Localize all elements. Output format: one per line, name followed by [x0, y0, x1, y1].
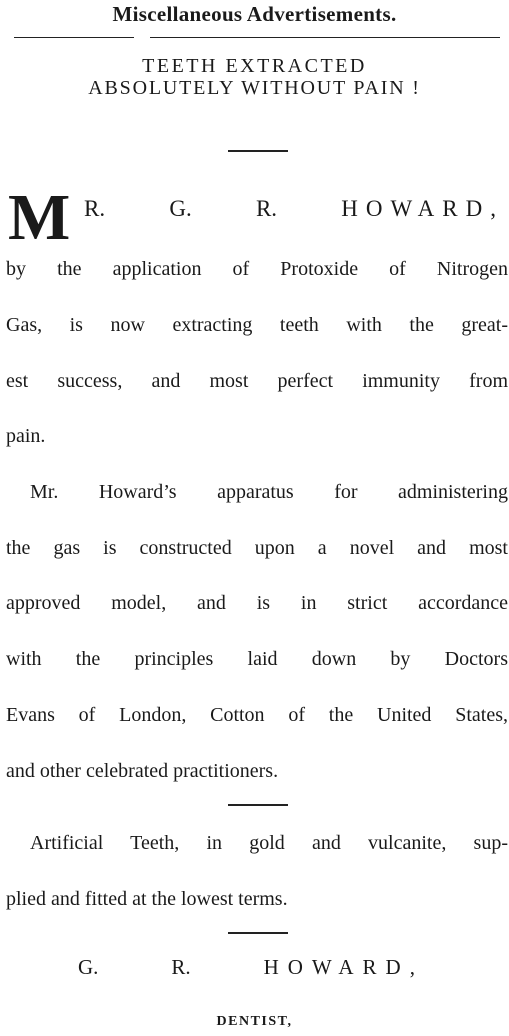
- paragraph1-line: by the application of Protoxide of Nitrogen: [6, 258, 508, 280]
- name-word-4: HOWARD,: [341, 196, 504, 221]
- headline-line-1: TEETH EXTRACTED: [142, 55, 367, 77]
- dentist-title: DENTIST,: [216, 1014, 293, 1029]
- headline-line-2: ABSOLUTELY WITHOUT PAIN !: [88, 77, 421, 99]
- divider-rule-2: [228, 804, 288, 806]
- signature-word-2: R.: [171, 955, 191, 979]
- paragraph3-line: Artificial Teeth, in gold and vulcanite, sup-: [30, 832, 508, 854]
- paragraph1-line: Gas, is now extracting teeth with the great-: [6, 314, 508, 336]
- section-header: Miscellaneous Advertisements.: [112, 2, 397, 26]
- paragraph2-line: Evans of London, Cotton of the United States,: [6, 704, 508, 726]
- dropcap-letter: M: [8, 181, 71, 254]
- paragraph2-line: Mr. Howard’s apparatus for administering: [30, 481, 508, 503]
- paragraph2-line: with the principles laid down by Doctors: [6, 648, 508, 670]
- paragraph1-line: pain.: [6, 425, 46, 447]
- paragraph2-line: and other celebrated practitioners.: [6, 760, 279, 782]
- signature-word-3: HOWARD,: [263, 955, 424, 979]
- header-rule-left: [14, 37, 134, 38]
- divider-rule-3: [228, 932, 288, 934]
- paragraph3-line: plied and fitted at the lowest terms.: [6, 888, 288, 910]
- name-word-1: R.: [84, 196, 106, 221]
- advertiser-name: [84, 196, 504, 222]
- header-rule-right: [150, 37, 500, 38]
- name-word-3: R.: [255, 196, 278, 221]
- name-word-2: G.: [169, 196, 192, 221]
- paragraph1-line: est success, and most perfect immunity from: [6, 370, 508, 392]
- paragraph2-line: the gas is constructed upon a novel and most: [6, 537, 508, 559]
- divider-rule-1: [228, 150, 288, 152]
- paragraph2-line: approved model, and is in strict accordance: [6, 592, 508, 614]
- signature-word-1: G.: [78, 955, 99, 979]
- signature-name: [78, 955, 424, 980]
